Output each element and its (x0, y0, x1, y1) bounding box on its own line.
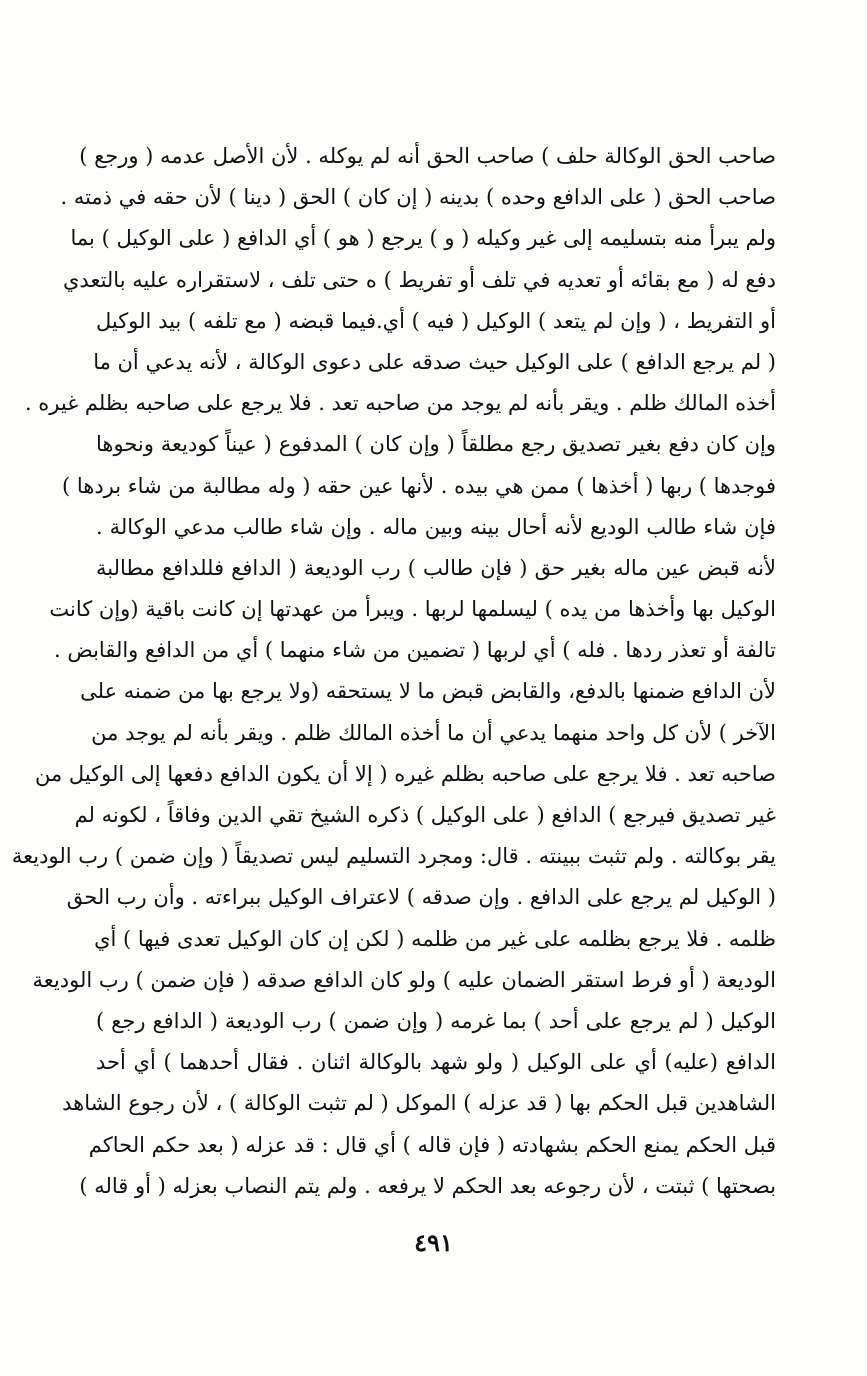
text-line: الوكيل ( لم يرجع على أحد ) بما غرمه ( وإن ضمن ) رب الوديعة ( الدافع رجع ) (96, 1008, 776, 1033)
text-line: لأنه قبض عين ماله بغير حق ( فإن طالب ) رب الوديعة ( الدافع فللدافع مطالبة (96, 555, 776, 580)
text-line: ولم يبرأ منه بتسليمه إلى غير وكيله ( و ) يرجع ( هو ) أي الدافع ( على الوكيل ) بما (70, 226, 776, 251)
text-line: تالفة أو تعذر ردها . فله ) أي لربها ( تضمين من شاء منهما ) أي من الدافع والقابض . (54, 638, 776, 663)
text-line: فإن شاء طالب الوديع لأنه أحال بينه وبين ماله . وإن شاء طالب مدعي الوكالة . (96, 514, 776, 539)
text-line: الشاهدين قبل الحكم بها ( قد عزله ) الموكل ( لم تثبت الوكالة ) ، لأن رجوع الشاهد (62, 1091, 776, 1116)
body-text (11, 136, 776, 1207)
text-line: صاحب الحق ( على الدافع وحده ) بدينه ( إن كان ) الحق ( دينا ) لأن حقه في ذمته . (60, 185, 776, 210)
text-line: صاحبه تعد . فلا يرجع على صاحبه بظلم غيره ( إلا أن يكون الدافع دفعها إلى الوكيل من (35, 761, 776, 786)
text-line: أخذه المالك ظلم . ويقر بأنه لم يوجد من صاحبه تعد . فلا يرجع على صاحبه بظلم غيره . (24, 391, 776, 416)
text-line: دفع له ( مع بقائه أو تعديه في تلف أو تفريط ) ه حتى تلف ، لاستقراره عليه بالتعدي (62, 267, 776, 292)
text-line: الوكيل بها وأخذها من يده ) ليسلمها لربها . ويبرأ من عهدتها إن كانت باقية (وإن كانت (49, 597, 776, 622)
text-line: غير تصديق فيرجع ) الدافع ( على الوكيل ) ذكره الشيخ تقي الدين وفاقاً ، لكونه لم (74, 803, 776, 827)
text-line: أو التفريط ، ( وإن لم يتعد ) الوكيل ( فيه ) أي.فيما قبضه ( مع تلفه ) بيد الوكيل (96, 308, 776, 333)
text-line: لأن الدافع ضمنها بالدفع، والقابض قبض ما لا يستحقه (ولا يرجع بها من ضمنه على (80, 679, 776, 704)
text-line: ظلمه . فلا يرجع بظلمه على غير من ظلمه ( لكن إن كان الوكيل تعدى فيها ) أي (94, 926, 776, 951)
text-line: الدافع (عليه) أي على الوكيل ( ولو شهد بالوكالة اثنان . فقال أحدهما ) أي أحد (96, 1050, 776, 1075)
text-line: بصحتها ) ثبتت ، لأن رجوعه بعد الحكم لا يرفعه . ولم يتم النصاب بعزله ( أو قاله ) (79, 1173, 776, 1198)
text-line: فوجدها ) ربها ( أخذها ) ممن هي بيده . لأنها عين حقه ( وله مطالبة من شاء بردها ) (61, 473, 776, 498)
text-line: وإن كان دفع بغير تصديق رجع مطلقاً ( وإن كان ) المدفوع ( عيناً كوديعة ونحوها (96, 432, 776, 457)
page-number: ٤٩١ (414, 1228, 453, 1257)
text-line: يقر بوكالته . ولم تثبت ببينته . قال: ومجرد التسليم ليس تصديقاً ( وإن ضمن ) رب الوديعة (11, 844, 776, 869)
text-line: قبل الحكم يمنع الحكم بشهادته ( فإن قاله ) أي قال : قد عزله ( بعد حكم الحاكم (88, 1132, 776, 1157)
text-line: ( لم يرجع الدافع ) على الوكيل حيث صدقه على دعوى الوكالة ، لأنه يدعي أن ما (93, 349, 776, 374)
text-line: صاحب الحق الوكالة حلف ) صاحب الحق أنه لم يوكله . لأن الأصل عدمه ( ورجع ) (79, 144, 776, 168)
text-line: ( الوكيل لم يرجع على الدافع . وإن صدقه ) لاعتراف الوكيل ببراءته . وأن رب الحق (66, 885, 776, 910)
text-line: الآخر ) لأن كل واحد منهما يدعي أن ما أخذه المالك ظلم . ويقر بأنه لم يوجد من (91, 720, 776, 745)
text-line: الوديعة ( أو فرط استقر الضمان عليه ) ولو كان الدافع صدقه ( فإن ضمن ) رب الوديعة (32, 967, 776, 992)
